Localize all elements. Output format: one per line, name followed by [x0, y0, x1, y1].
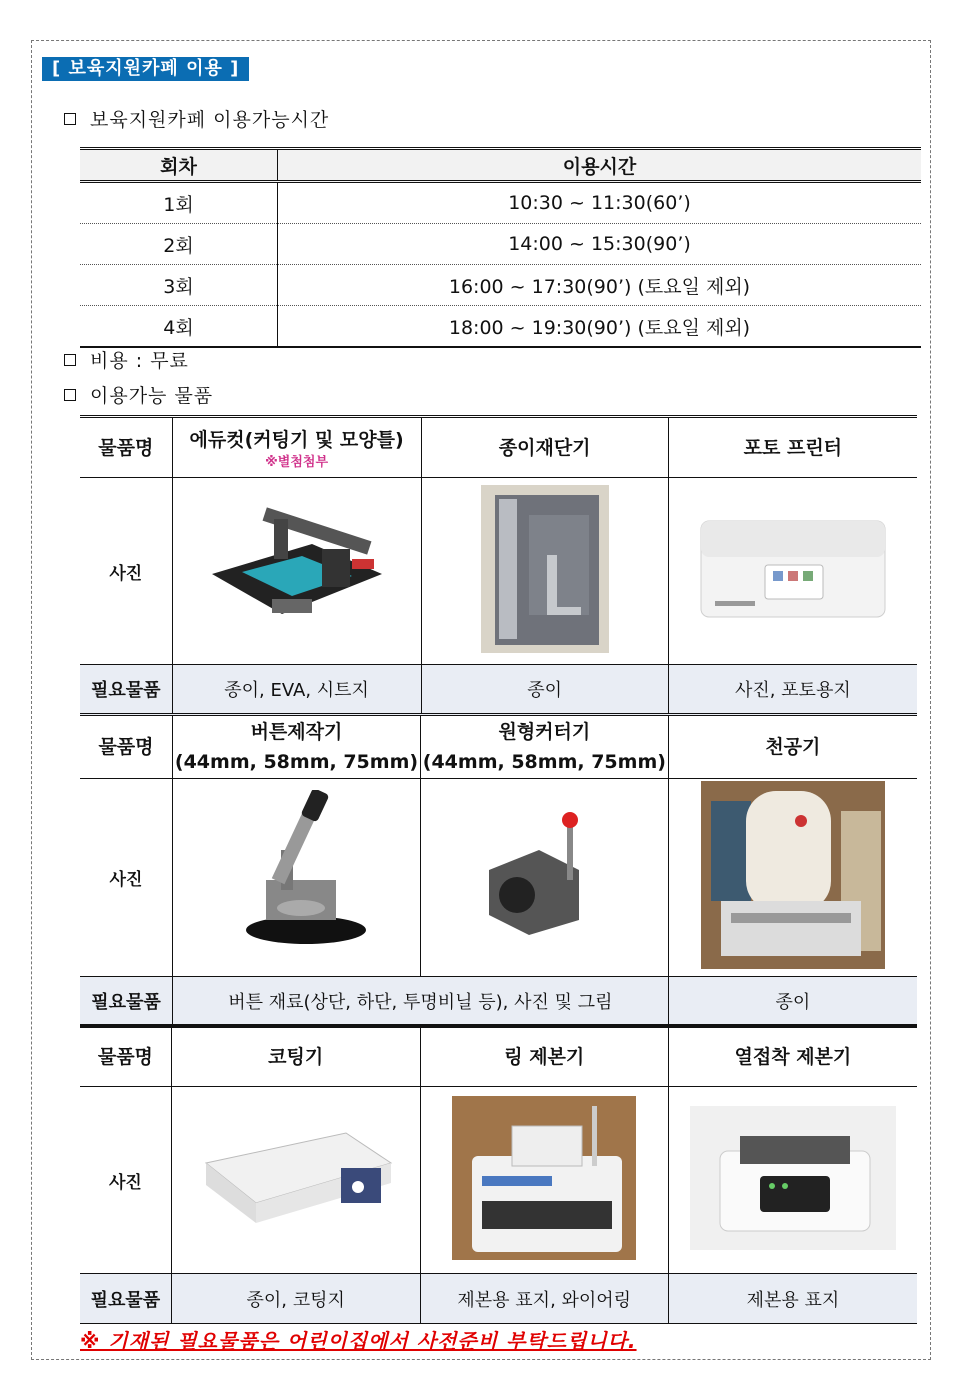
- item-size: (44mm, 58mm, 75mm): [174, 751, 419, 773]
- item-name-cell: [172, 417, 421, 478]
- item-name-cell: [420, 715, 668, 779]
- round-cell: 1회: [80, 182, 278, 224]
- label-photo: 사진: [80, 478, 172, 665]
- item-name: 종이재단기: [498, 436, 591, 459]
- item-name: 링 제본기: [504, 1045, 585, 1068]
- photo-cell: [668, 779, 917, 977]
- photo-printer-icon: [695, 511, 891, 627]
- table-row: [80, 306, 921, 348]
- item-name-cell: [172, 715, 420, 779]
- label-photo: 사진: [80, 779, 172, 977]
- circle-cutter-icon: [479, 810, 609, 940]
- button-maker-icon: [226, 790, 366, 960]
- photo-row: [80, 478, 917, 665]
- label-name: 물품명: [80, 715, 172, 779]
- thermal-binder-icon: [690, 1106, 896, 1250]
- required-cell: 종이, EVA, 시트지: [172, 665, 421, 715]
- items-table-1: [80, 415, 917, 716]
- table-row: [80, 182, 921, 224]
- items-heading-text: 이용가능 물품: [90, 385, 214, 407]
- photo-cell: [668, 1087, 917, 1274]
- time-cell: 10:30 ~ 11:30(60’): [278, 182, 922, 224]
- name-row: [80, 715, 917, 779]
- items-table-2: [80, 713, 917, 1028]
- item-name: 코팅기: [268, 1045, 324, 1068]
- required-cell: 사진, 포토용지: [668, 665, 917, 715]
- header-round: 회차: [80, 149, 278, 182]
- items-table-3: [80, 1024, 917, 1324]
- required-cell: 제본용 표지: [668, 1274, 917, 1324]
- footnote: ※ 기재된 필요물품은 어린이집에서 사전준비 부탁드립니다.: [80, 1329, 637, 1353]
- time-cell: 16:00 ~ 17:30(90’) (토요일 제외): [278, 265, 922, 306]
- time-table: [80, 147, 921, 348]
- section-title: [ 보육지원카페 이용 ]: [42, 57, 249, 81]
- label-required: 필요물품: [80, 977, 172, 1027]
- time-table-header: [80, 149, 921, 182]
- label-photo: 사진: [80, 1087, 171, 1274]
- item-name-cell: [420, 1026, 668, 1087]
- photo-cell: [668, 478, 917, 665]
- required-cell: 종이: [421, 665, 668, 715]
- round-cell: 2회: [80, 224, 278, 265]
- label-name: 물품명: [80, 417, 172, 478]
- time-cell: 14:00 ~ 15:30(90’): [278, 224, 922, 265]
- photo-row: [80, 1087, 917, 1274]
- drilling-machine-icon: [701, 781, 885, 969]
- required-cell: 종이, 코팅지: [171, 1274, 420, 1324]
- laminator-icon: [196, 1123, 396, 1233]
- label-name: 물품명: [80, 1026, 171, 1087]
- attachment-note: ※별첨첨부: [265, 454, 329, 470]
- photo-cell: [172, 478, 421, 665]
- square-bullet-icon: [64, 354, 76, 366]
- square-bullet-icon: [64, 389, 76, 401]
- cutting-machine-icon: [202, 504, 392, 634]
- name-row: [80, 1026, 917, 1087]
- item-name: 열접착 제본기: [734, 1045, 852, 1068]
- photo-cell: [171, 1087, 420, 1274]
- items-heading: [64, 381, 213, 408]
- required-cell: 버튼 재료(상단, 하단, 투명비닐 등), 사진 및 그림: [172, 977, 668, 1027]
- ring-binder-icon: [452, 1096, 636, 1260]
- round-cell: 4회: [80, 306, 278, 348]
- item-size: (44mm, 58mm, 75mm): [422, 751, 666, 773]
- time-cell: 18:00 ~ 19:30(90’) (토요일 제외): [278, 306, 922, 348]
- photo-cell: [420, 1087, 668, 1274]
- round-cell: 3회: [80, 265, 278, 306]
- cost-text: 비용 : 무료: [90, 350, 189, 372]
- hours-heading-text: 보육지원카페 이용가능시간: [90, 109, 330, 131]
- item-name: 버튼제작기: [250, 721, 343, 743]
- hours-heading: [64, 105, 329, 132]
- square-bullet-icon: [64, 113, 76, 125]
- item-name-cell: [668, 715, 917, 779]
- name-row: [80, 417, 917, 478]
- photo-cell: [420, 779, 668, 977]
- cost-line: [64, 346, 189, 373]
- item-name: 천공기: [765, 736, 821, 758]
- item-name: 에듀컷(커팅기 및 모양틀): [189, 428, 404, 451]
- item-name-cell: [668, 1026, 917, 1087]
- photo-cell: [421, 478, 668, 665]
- required-cell: 제본용 표지, 와이어링: [420, 1274, 668, 1324]
- required-cell: 종이: [668, 977, 917, 1027]
- item-name: 포토 프린터: [743, 436, 843, 459]
- required-row: [80, 1274, 917, 1324]
- label-required: 필요물품: [80, 665, 172, 715]
- header-time: 이용시간: [278, 149, 922, 182]
- required-row: [80, 665, 917, 715]
- label-required: 필요물품: [80, 1274, 171, 1324]
- item-name-cell: [171, 1026, 420, 1087]
- photo-cell: [172, 779, 420, 977]
- paper-cutter-icon: [481, 485, 609, 653]
- item-name-cell: [421, 417, 668, 478]
- table-row: [80, 265, 921, 306]
- item-name-cell: [668, 417, 917, 478]
- photo-row: [80, 779, 917, 977]
- required-row: [80, 977, 917, 1027]
- item-name: 원형커터기: [498, 721, 591, 743]
- table-row: [80, 224, 921, 265]
